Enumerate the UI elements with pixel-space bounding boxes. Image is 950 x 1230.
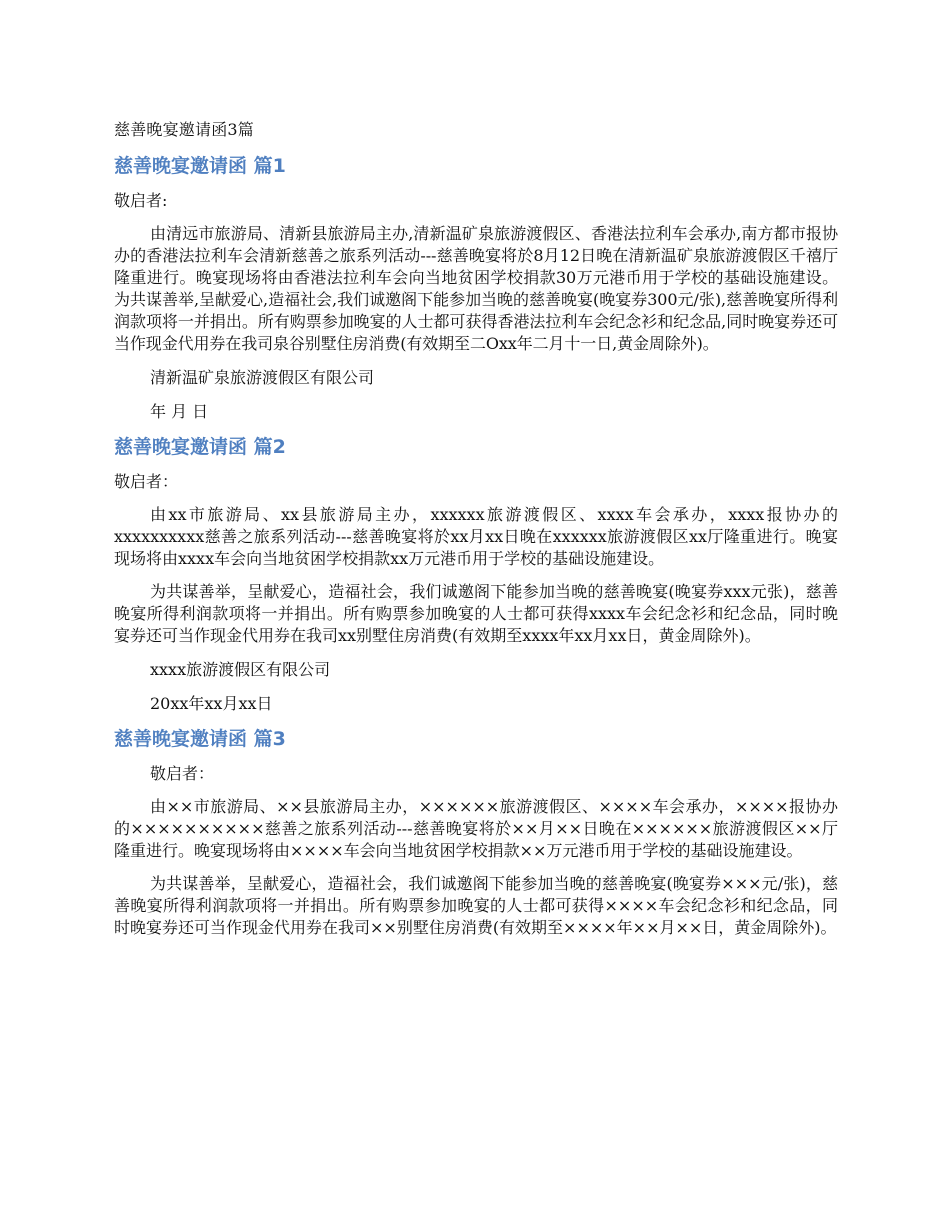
- body-paragraph: 由xx市旅游局、xx县旅游局主办，xxxxxx旅游渡假区、xxxx车会承办，xxxx报协办的xxxxxxxxxx慈善之旅系列活动---慈善晚宴将於xx月xx日晚在xxxxxx旅游渡假区xx厅隆重进行。晚宴现场将由xxxx车会向当地贫困学校捐款xx万元港币用于学校的基础设施建设。: [114, 505, 838, 568]
- section-2: [114, 434, 838, 716]
- salutation: 敬启者:: [114, 191, 168, 210]
- signature-company: 清新温矿泉旅游渡假区有限公司: [150, 368, 375, 387]
- body-paragraph: 由清远市旅游局、清新县旅游局主办,清新温矿泉旅游渡假区、香港法拉利车会承办,南方都市报协办的香港法拉利车会清新慈善之旅系列活动---慈善晚宴将於8月12日晚在清新温矿泉旅游渡假区千禧厅隆重进行。晚宴现场将由香港法拉利车会向当地贫困学校捐款30万元港币用于学校的基础设施建设。 为共谋善举,呈献爱心,造福社会,我们诚邀阁下能参加当晚的慈善晚宴(晚宴券300元/张),慈善晚宴所得利润款项将一并捐出。所有购票参加晚宴的人士都可获得香港法拉利车会纪念衫和纪念品,同时晚宴券还可当作现金代用券在我司泉谷别墅住房消费(有效期至二Oxx年二月十一日,黄金周除外)。: [114, 224, 838, 353]
- section-heading: 慈善晚宴邀请函 篇2: [114, 436, 286, 458]
- section-1: [114, 153, 838, 424]
- signature-company: xxxx旅游渡假区有限公司: [150, 660, 331, 679]
- section-heading: 慈善晚宴邀请函 篇3: [114, 728, 286, 750]
- signature-date: 年 月 日: [150, 402, 209, 421]
- document-title: 慈善晚宴邀请函3篇: [114, 120, 254, 139]
- section-3: [114, 726, 838, 939]
- body-paragraph: 为共谋善举，呈献爱心，造福社会，我们诚邀阁下能参加当晚的慈善晚宴(晚宴券xxx元张)，慈善晚宴所得利润款项将一并捐出。所有购票参加晚宴的人士都可获得xxxx车会纪念衫和纪念品，同时晚宴券还可当作现金代用券在我司xx别墅住房消费(有效期至xxxx年xx月xx日，黄金周除外)。: [114, 582, 838, 645]
- body-paragraph: 由××市旅游局、××县旅游局主办，××××××旅游渡假区、××××车会承办，××××报协办的××××××××××慈善之旅系列活动---慈善晚宴将於××月××日晚在××××××旅游渡假区××厅隆重进行。晚宴现场将由××××车会向当地贫困学校捐款××万元港币用于学校的基础设施建设。: [114, 797, 838, 860]
- salutation: 敬启者：: [114, 472, 179, 491]
- body-paragraph: 为共谋善举，呈献爱心，造福社会，我们诚邀阁下能参加当晚的慈善晚宴(晚宴券×××元/张)，慈善晚宴所得利润款项将一并捐出。所有购票参加晚宴的人士都可获得××××车会纪念衫和纪念品，同时晚宴券还可当作现金代用券在我司××别墅住房消费(有效期至××××年××月××日，黄金周除外)。: [114, 874, 838, 937]
- section-heading: 慈善晚宴邀请函 篇1: [114, 155, 286, 177]
- document-page: [114, 118, 838, 950]
- signature-date: 20xx年xx月xx日: [150, 694, 273, 713]
- salutation: 敬启者：: [150, 764, 215, 783]
